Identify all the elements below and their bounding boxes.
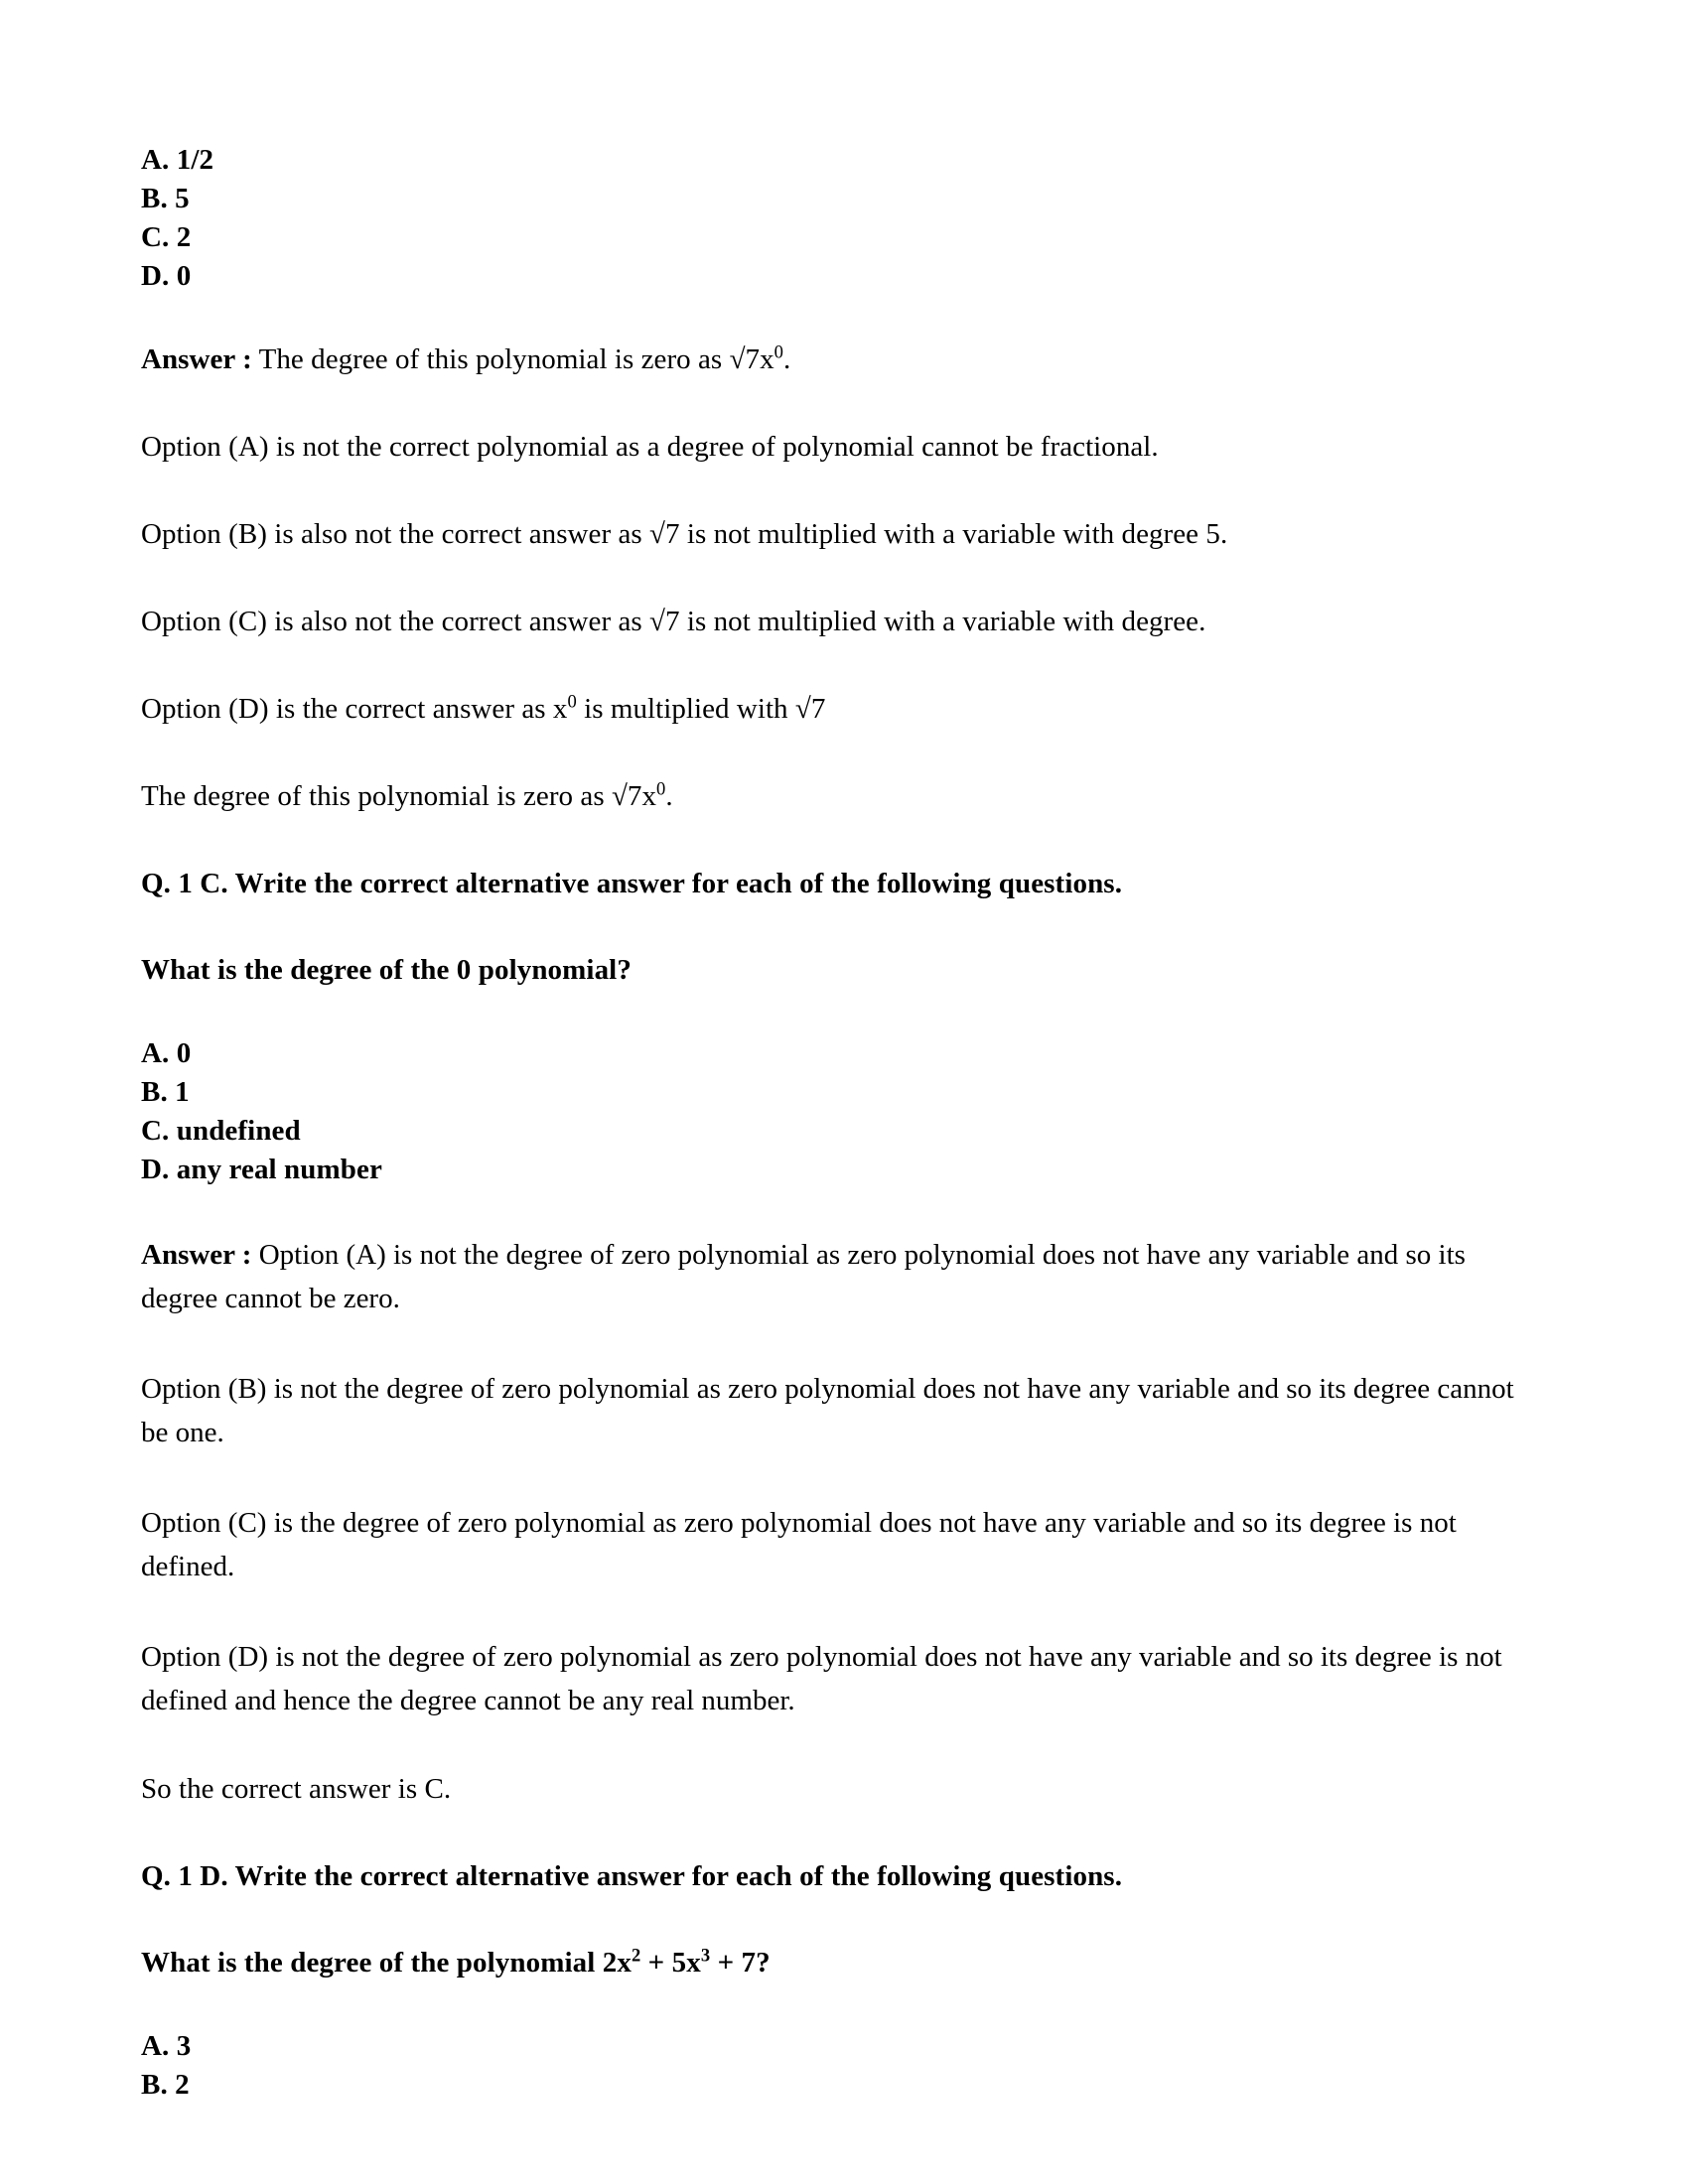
conclusion-tail: . — [665, 780, 673, 812]
answer-q1c-text: Option (A) is not the degree of zero polynomial as zero polynomial does not have any variable and so its degree cannot be zero. — [141, 1239, 1466, 1314]
option-item-c: C. 2 — [141, 221, 192, 253]
options-q1d — [141, 2027, 1521, 2105]
answer-q1b-lead: The degree of this polynomial is zero as √7x — [251, 343, 774, 375]
option-item-c: C. undefined — [141, 1115, 301, 1147]
question-text-q1d-superscript-1: 2 — [631, 1945, 641, 1967]
option-item-b: B. 5 — [141, 183, 190, 214]
options-q1b — [141, 141, 1521, 296]
question-text-q1d-part2: + 5x — [640, 1947, 701, 1979]
option-item-b: B. 2 — [141, 2069, 190, 2101]
question-text-q1d-part3: + 7? — [710, 1947, 771, 1979]
answer-q1b — [141, 340, 1521, 380]
explanation-option-d — [141, 689, 1521, 730]
option-item-a: A. 3 — [141, 2030, 192, 2062]
explanation-option-b: Option (B) is also not the correct answer as √7 is not multiplied with a variable with degree 5. — [141, 518, 1228, 550]
answer-q1b-tail: . — [782, 343, 791, 375]
answer-q1c — [141, 1233, 1521, 1320]
explanation-option-a: Option (A) is not the correct polynomial as a degree of polynomial cannot be fractional. — [141, 431, 1159, 463]
conclusion-degree-zero — [141, 776, 1521, 817]
question-text-q1d-superscript-2: 3 — [700, 1945, 711, 1967]
conclusion-lead: The degree of this polynomial is zero as √7x — [141, 780, 657, 812]
explanation-q1c-option-c: Option (C) is the degree of zero polynomial as zero polynomial does not have any variable and so its degree is not defined. — [141, 1507, 1457, 1582]
final-answer-q1c: So the correct answer is C. — [141, 1773, 452, 1805]
explanation-q1c-option-d: Option (D) is not the degree of zero polynomial as zero polynomial does not have any variable and so its degree is not defined and hence the degree cannot be any real number. — [141, 1641, 1502, 1716]
question-heading-q1c: Q. 1 C. Write the correct alternative answer for each of the following questions. — [141, 868, 1123, 899]
option-item-a: A. 0 — [141, 1037, 192, 1069]
document-content — [141, 141, 1521, 2105]
question-text-q1c: What is the degree of the 0 polynomial? — [141, 954, 632, 986]
question-text-q1d — [141, 1943, 1521, 1982]
explanation-option-c: Option (C) is also not the correct answer as √7 is not multiplied with a variable with degree. — [141, 606, 1206, 637]
question-text-q1d-part1: What is the degree of the polynomial 2x — [141, 1947, 632, 1979]
option-item-d: D. 0 — [141, 260, 192, 292]
option-item-d: D. any real number — [141, 1154, 382, 1185]
explanation-option-d-superscript: 0 — [567, 691, 577, 713]
explanation-option-d-tail: is multiplied with √7 — [576, 693, 826, 725]
options-q1c — [141, 1034, 1521, 1189]
explanation-q1c-option-b: Option (B) is not the degree of zero polynomial as zero polynomial does not have any variable and so its degree cannot be one. — [141, 1373, 1514, 1448]
answer-label: Answer : — [141, 343, 252, 375]
question-heading-q1d: Q. 1 D. Write the correct alternative answer for each of the following questions. — [141, 1860, 1123, 1892]
answer-q1b-superscript: 0 — [774, 341, 783, 363]
option-item-b: B. 1 — [141, 1076, 190, 1108]
explanation-option-d-lead: Option (D) is the correct answer as x — [141, 693, 568, 725]
option-item-a: A. 1/2 — [141, 144, 214, 176]
answer-label: Answer : — [141, 1239, 252, 1271]
conclusion-superscript: 0 — [656, 778, 666, 800]
